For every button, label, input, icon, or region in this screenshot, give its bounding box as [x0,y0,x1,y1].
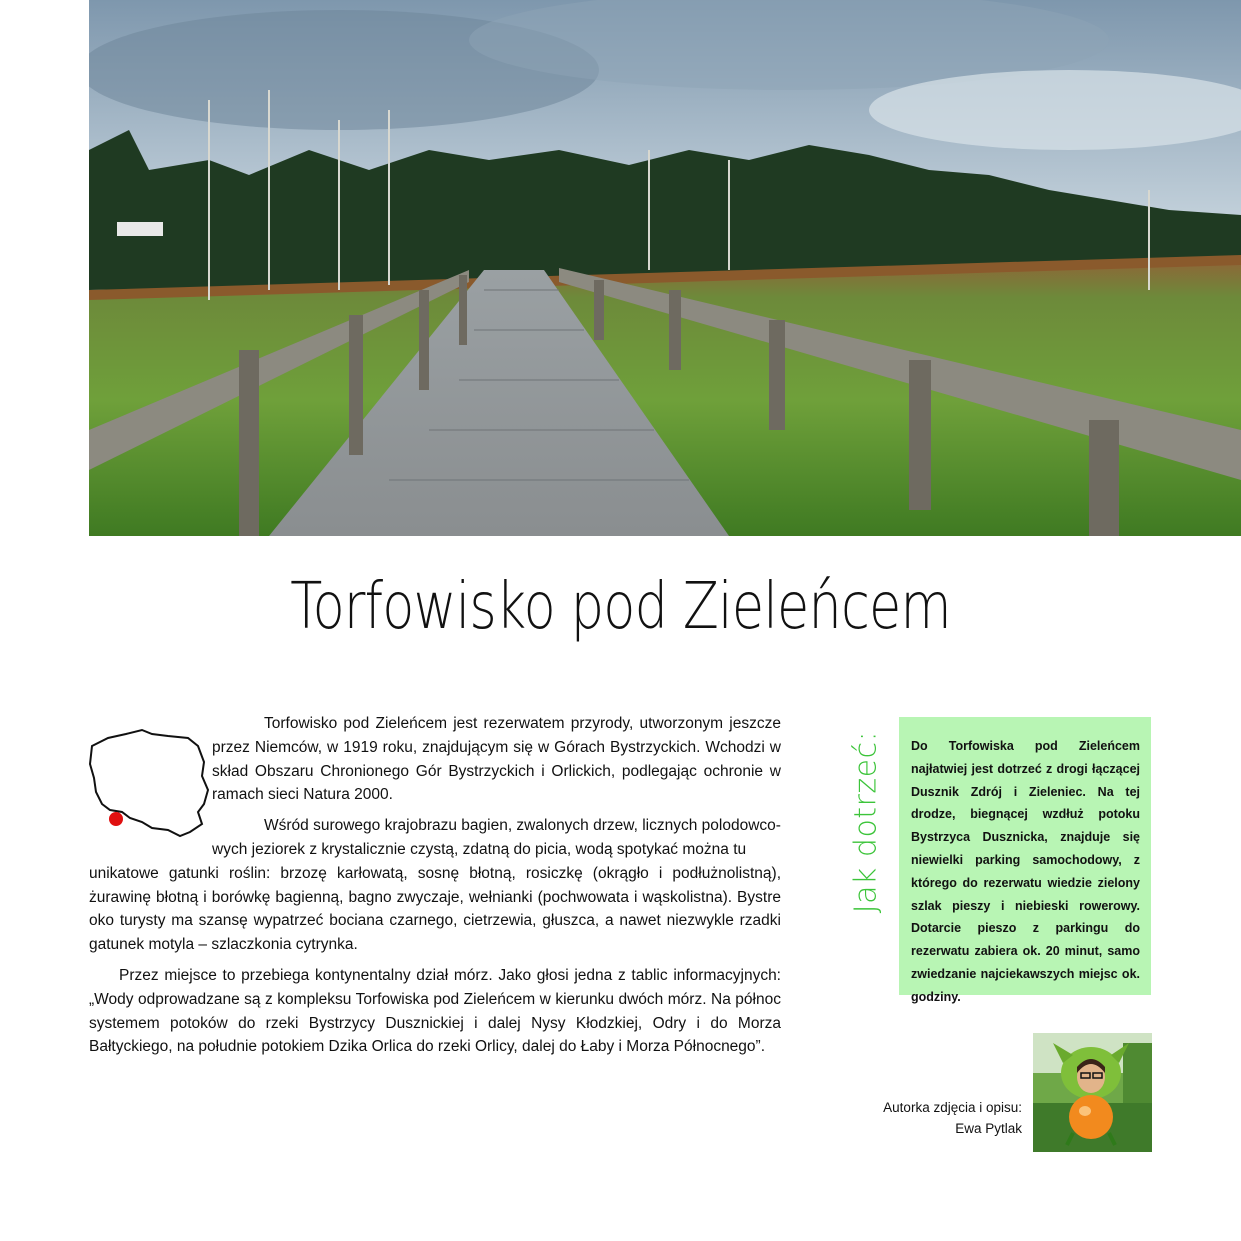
page-title: Torfowisko pod Zieleńcem [290,570,951,644]
author-credit-label: Autorka zdjęcia i opisu: [883,1100,1022,1115]
sidebar-heading [836,730,896,914]
boardwalk-landscape-image [89,0,1241,536]
author-cartoon-image [1033,1033,1152,1152]
article-paragraph-2-line-2: wych jeziorek z krystalicznie czystą, zdatną do picia, wodą spotykać można tu [212,840,747,858]
article-paragraph-2-line-1: Wśród surowego krajobrazu bagien, zwalonych drzew, licznych polodowco- [264,817,781,835]
author-credit [860,1097,1022,1139]
article-paragraph-3: Przez miejsce to przebiega kontynentalny dział mórz. Jako głosi jedna z tablic informacyjnych: „Wody odprowadzane są z kompleksu Torfowiska pod Zieleńcem w kierunku dwóch mórz. Na północ systemem potoków do rzeki Bystrzycy Dusznickiej i dalej Nysy Kłodzkiej, Odry i do Morza Bałtyckiego, na południe potokiem Dzika Orlica do rzeki Orlicy, dalej do Łaby i Morza Północnego”. [89,966,781,1056]
directions-box: Do Torfowiska pod Zieleńcem najłatwiej jest dotrzeć z drogi łączącej Dusznik Zdrój i Zieleniec. Na tej drodze, biegnącej wzdłuż potoku Bystrzyca Dusznicka, znajduje się niewielki parking samochodowy, z którego do rezerwatu wiedzie zielony szlak pieszy i niebieski rowerowy. Dotarcie pieszo z parkingu do rezerwatu zabiera ok. 20 minut, samo zwiedzanie najciekawszych miejsc ok. godziny. [899,717,1151,995]
article-paragraph-1: Torfowisko pod Zieleńcem jest rezerwatem przyrody, utworzonym jeszcze przez Niemców, w 1919 roku, znajdującym się w Górach Bystrzyckich. Wchodzi w skład Obszaru Chronionego Gór Bystrzyckich i Orlickich, podlegając ochronie w ramach sieci Natura 2000. [212,715,781,804]
hero-photo [89,0,1241,536]
article-paragraph-2 [212,814,781,838]
author-avatar [1033,1033,1152,1152]
article-paragraph-2-rest: unikatowe gatunki roślin: brzozę karłowatą, sosnę błotną, rosiczkę (okrągło i podłużnolistną), żurawinę błotną i borówkę bagienną, bagno zwyczaje, wełnianki (pochwowata i wąskolistna). Bystre oko turysty ma szansę wypatrzeć bociana czarnego, cietrzewia, głuszca, a nawet niezwykle rzadki gatunek motyla – szlaczkonia cytrynka. [89,864,781,954]
sidebar-heading-text: Jak dotrzeć: [848,730,884,914]
article-body [89,712,781,1066]
article-paragraph-2-cont [212,838,781,862]
author-name: Ewa Pytlak [955,1121,1022,1136]
